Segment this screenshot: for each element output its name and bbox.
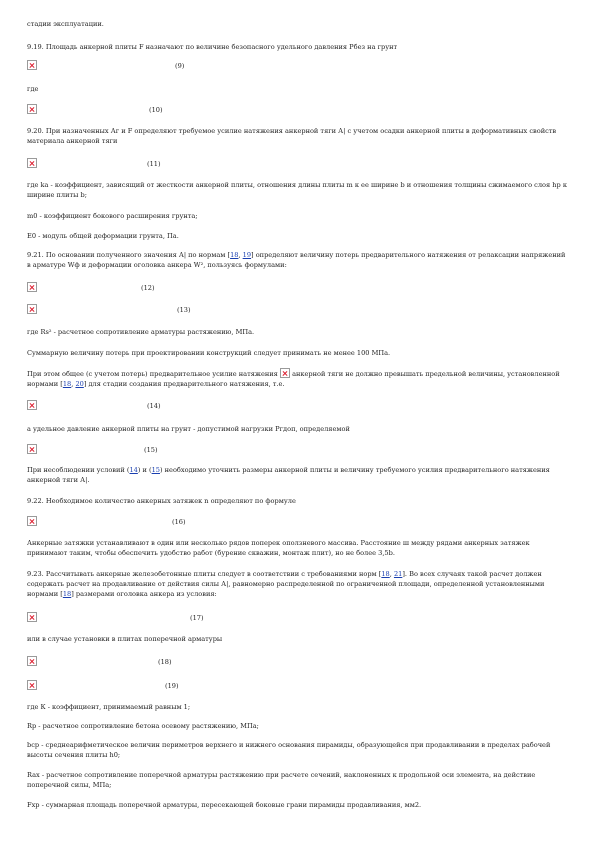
paragraph: где К - коэффициент, принимаемый равным 1;: [27, 703, 191, 711]
equation-number: (12): [141, 284, 155, 292]
equation-16: [27, 516, 227, 528]
equation-number: (13): [177, 306, 191, 314]
inline-formula-image: [280, 368, 290, 378]
broken-image-icon: [27, 304, 37, 314]
paragraph-9-21: 9.21. По основании полученного значения А| по нормам [18, 19] определяют величину потерь предварительного натяжения от релаксации напряжений в арматуре Wф и деформации оголовка анкера W², пользуясь формулами:: [27, 251, 566, 269]
broken-image-icon: [27, 444, 37, 454]
paragraph-9-20: 9.20. При назначенных Аг и F определяют требуемое усилие натяжения анкерной тяги А| с учетом осадки анкерной плиты в деформативных свойств материала анкерной тяги: [27, 127, 557, 145]
paragraph-9-23: 9.23. Рассчитывать анкерные железобетонные плиты следует в соответствии с требованиями норм [18, 21]. Во всех случаях такой расчет должен содержать расчет на продавливание от действия силы А|, равномерно распределенной по ограниченной площади, определенной установленными нормами [18] размерами оголовка анкера из условия:: [27, 570, 545, 598]
reference-link-15[interactable]: 15: [151, 466, 160, 474]
paragraph: Анкерные затяжки устанавливают в один или несколько рядов поперек оползневого массива. Расстояние ш между рядами анкерных затяжек принимают таким, чтобы обеспечить удобство работ (бурение скважин, монтаж плит), но не более 3,5b.: [27, 539, 530, 557]
equation-17: [27, 612, 227, 624]
paragraph-9-19: 9.19. Площадь анкерной плиты F назначают по величине безопасного удельного давления Рбез на грунт: [27, 43, 398, 51]
equation-15: [27, 444, 227, 456]
broken-image-icon: [27, 612, 37, 622]
equation-number: (9): [175, 62, 185, 70]
paragraph: где Rs² - расчетное сопротивление арматуры растяжению, МПа.: [27, 328, 255, 336]
paragraph: При несоблюдении условий (14) и (15) необходимо уточнить размеры анкерной плиты и величину требуемого усилия предварительного натяжения анкерной тяги А|.: [27, 466, 550, 484]
broken-image-icon: [27, 60, 37, 70]
paragraph: где ka - коэффициент, зависящий от жесткости анкерной плиты, отношения длины плиты m к ее ширине b и отношения толщины сжимаемого слоя hp к ширине плиты b;: [27, 181, 567, 199]
equation-number: (18): [158, 658, 172, 666]
equation-10: [27, 104, 227, 116]
broken-image-icon: [27, 158, 37, 168]
broken-image-icon: [27, 104, 37, 114]
paragraph: стадии эксплуатации.: [27, 20, 104, 28]
broken-image-icon: [280, 368, 290, 378]
paragraph: Суммарную величину потерь при проектировании конструкций следует принимать не менее 100 МПа.: [27, 349, 391, 357]
equation-9: [27, 60, 227, 72]
reference-link-19[interactable]: 19: [242, 251, 252, 259]
broken-image-icon: [27, 400, 37, 410]
equation-12: [27, 282, 227, 294]
equation-number: (17): [190, 614, 204, 622]
broken-image-icon: [27, 656, 37, 666]
equation-19: [27, 680, 227, 692]
reference-link-14[interactable]: 14: [129, 466, 138, 474]
paragraph: а удельное давление анкерной плиты на грунт - допустимой нагрузки Ргдоп, определяемой: [27, 425, 350, 433]
paragraph: или в случае установки в плитах поперечной арматуры: [27, 635, 223, 643]
reference-link-21[interactable]: 21: [393, 570, 403, 578]
paragraph: При этом общее (с учетом потерь) предварительное усилие натяжения анкерной тяги не должно превышать предельной величины, установленной нормами [18, 20] для стадии создания предварительного натяжения, т.е.: [27, 370, 560, 388]
broken-image-icon: [27, 282, 37, 292]
paragraph: Rax - расчетное сопротивление поперечной арматуры растяжению при расчете сечений, наклоненных к продольной оси элемента, на действие поперечной силы, МПа;: [27, 771, 536, 789]
paragraph: Fxp - суммарная площадь поперечной арматуры, пересекающей боковые грани пирамиды продавливания, мм2.: [27, 801, 422, 809]
paragraph: bср - среднеарифметическое величин периметров верхнего и нижнего основания пирамиды, образующейся при продавливании в пределах рабочей высоты сечения плиты h0;: [27, 741, 551, 759]
reference-link-18[interactable]: 18: [62, 380, 72, 388]
reference-link-18[interactable]: 18: [381, 570, 390, 578]
reference-link-18[interactable]: 18: [230, 251, 239, 259]
equation-14: [27, 400, 227, 412]
equation-number: (16): [172, 518, 186, 526]
paragraph-9-22: 9.22. Необходимое количество анкерных затяжек n определяют по формуле: [27, 497, 296, 505]
equation-number: (19): [165, 682, 179, 690]
reference-link-20[interactable]: 20: [75, 380, 84, 388]
equation-13: [27, 304, 227, 316]
paragraph: m0 - коэффициент бокового расширения грунта;: [27, 212, 198, 220]
equation-number: (15): [144, 446, 158, 454]
broken-image-icon: [27, 516, 37, 526]
equation-18: [27, 656, 227, 668]
paragraph: E0 - модуль общей деформации грунта, Па.: [27, 232, 179, 240]
equation-11: [27, 158, 227, 170]
paragraph: где: [27, 85, 39, 93]
equation-number: (14): [147, 402, 161, 410]
broken-image-icon: [27, 680, 37, 690]
equation-number: (10): [149, 106, 163, 114]
paragraph: Rp - расчетное сопротивление бетона осевому растяжению, МПа;: [27, 722, 259, 730]
equation-number: (11): [147, 160, 161, 168]
reference-link-18[interactable]: 18: [62, 590, 72, 598]
